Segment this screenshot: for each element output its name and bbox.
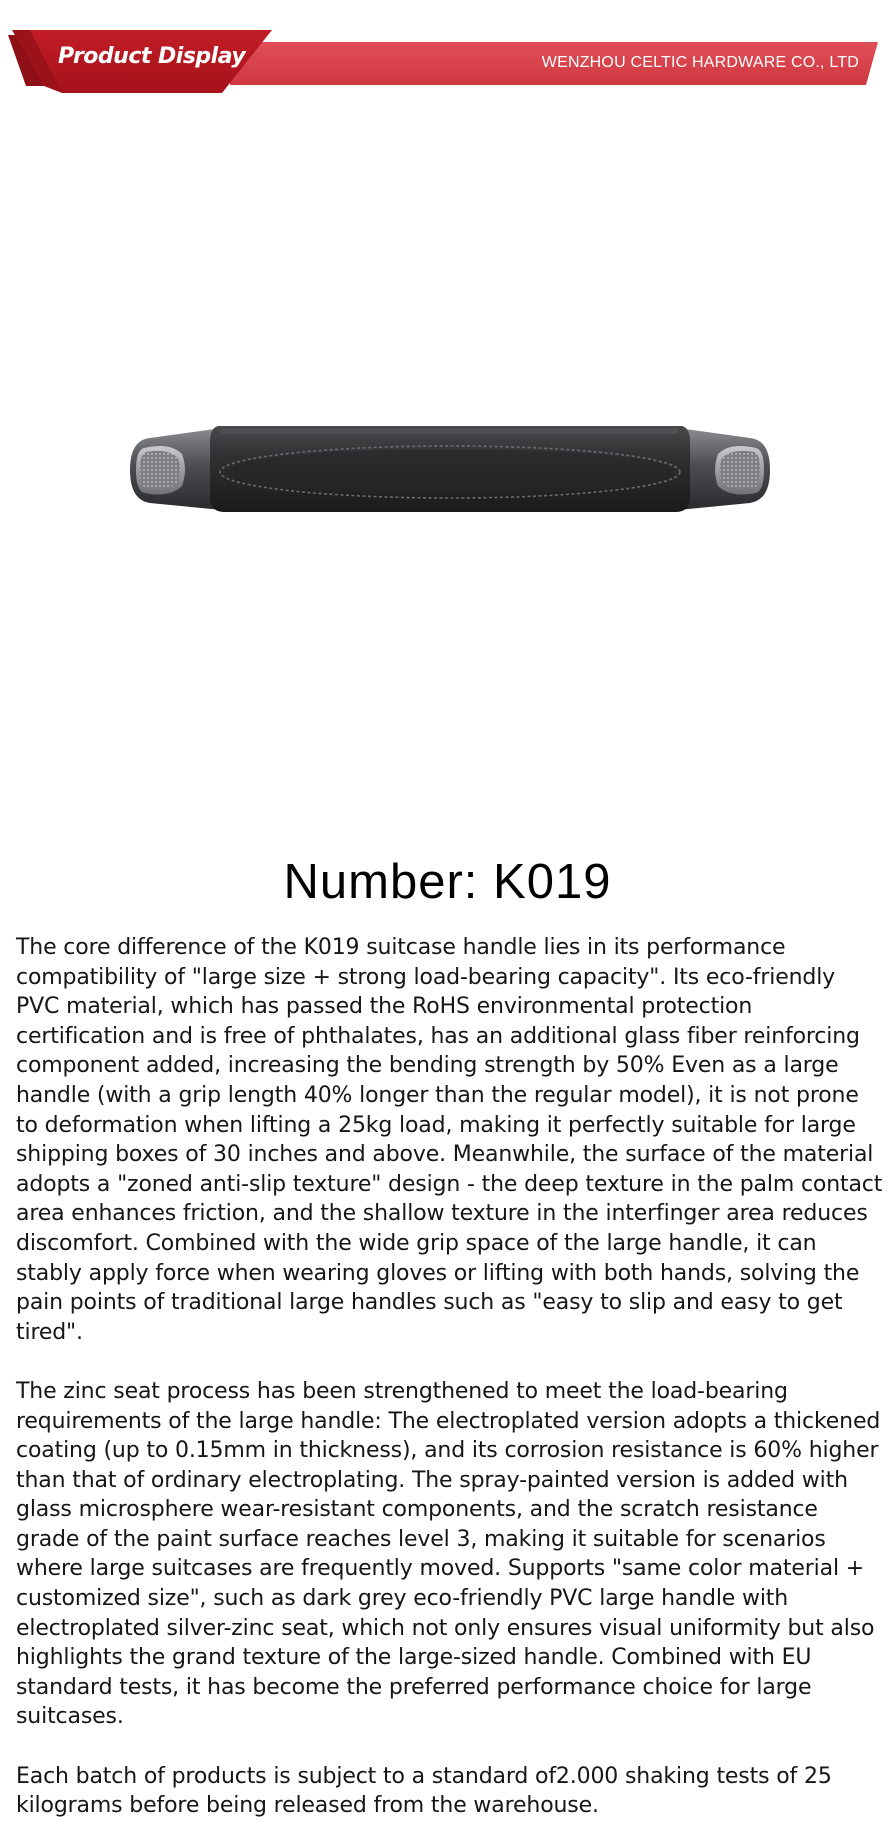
suitcase-handle-image (130, 420, 770, 540)
product-description (16, 933, 884, 1821)
header-banner (0, 0, 895, 110)
company-name: WENZHOU CELTIC HARDWARE CO., LTD (541, 54, 859, 71)
product-number-title: Number: K019 (283, 855, 612, 909)
description-paragraph: Each batch of products is subject to a standard of2.000 shaking tests of 25 kilograms before being released from the warehouse. (16, 1763, 832, 1819)
description-paragraph: The core difference of the K019 suitcase handle lies in its performance compatibility of "large size + strong load-bearing capacity". Its eco-friendly PVC material, which has passed the RoHS environmental protection certification and is free of phthalates, has an additional glass fiber reinforcing component added, increasing the bending strength by 50% Even as a large handle (with a grip length 40% longer than the regular model), it is not prone to deformation when lifting a 25kg load, making it perfectly suitable for large shipping boxes of 30 inches and above. Meanwhile, the surface of the material adopts a "zoned anti-slip texture" design - the deep texture in the palm contact area enhances friction, and the shallow texture in the interfinger area reduces discomfort. Combined with the wide grip space of the large handle, it can stably apply force when wearing gloves or lifting with both hands, solving the pain points of traditional large handles such as "easy to slip and easy to get tired". (16, 935, 883, 1345)
handle-illustration (130, 420, 770, 540)
section-title: Product Display (58, 44, 246, 69)
description-paragraph: The zinc seat process has been strengthened to meet the load-bearing requirements of the large handle: The electroplated version adopts a thickened coating (up to 0.15mm in thickness), and its corrosion resistance is 60% higher than that of ordinary electroplating. The spray-painted version is added with glass microsphere wear-resistant components, and the scratch resistance grade of the paint surface reaches level 3, making it suitable for scenarios where large suitcases are frequently moved. Supports "same color material + customized size", such as dark grey eco-friendly PVC large handle with electroplated silver-zinc seat, which not only ensures visual uniformity but also highlights the grand texture of the large-sized handle. Combined with EU standard tests, it has become the preferred performance choice for large suitcases. (16, 1378, 881, 1730)
